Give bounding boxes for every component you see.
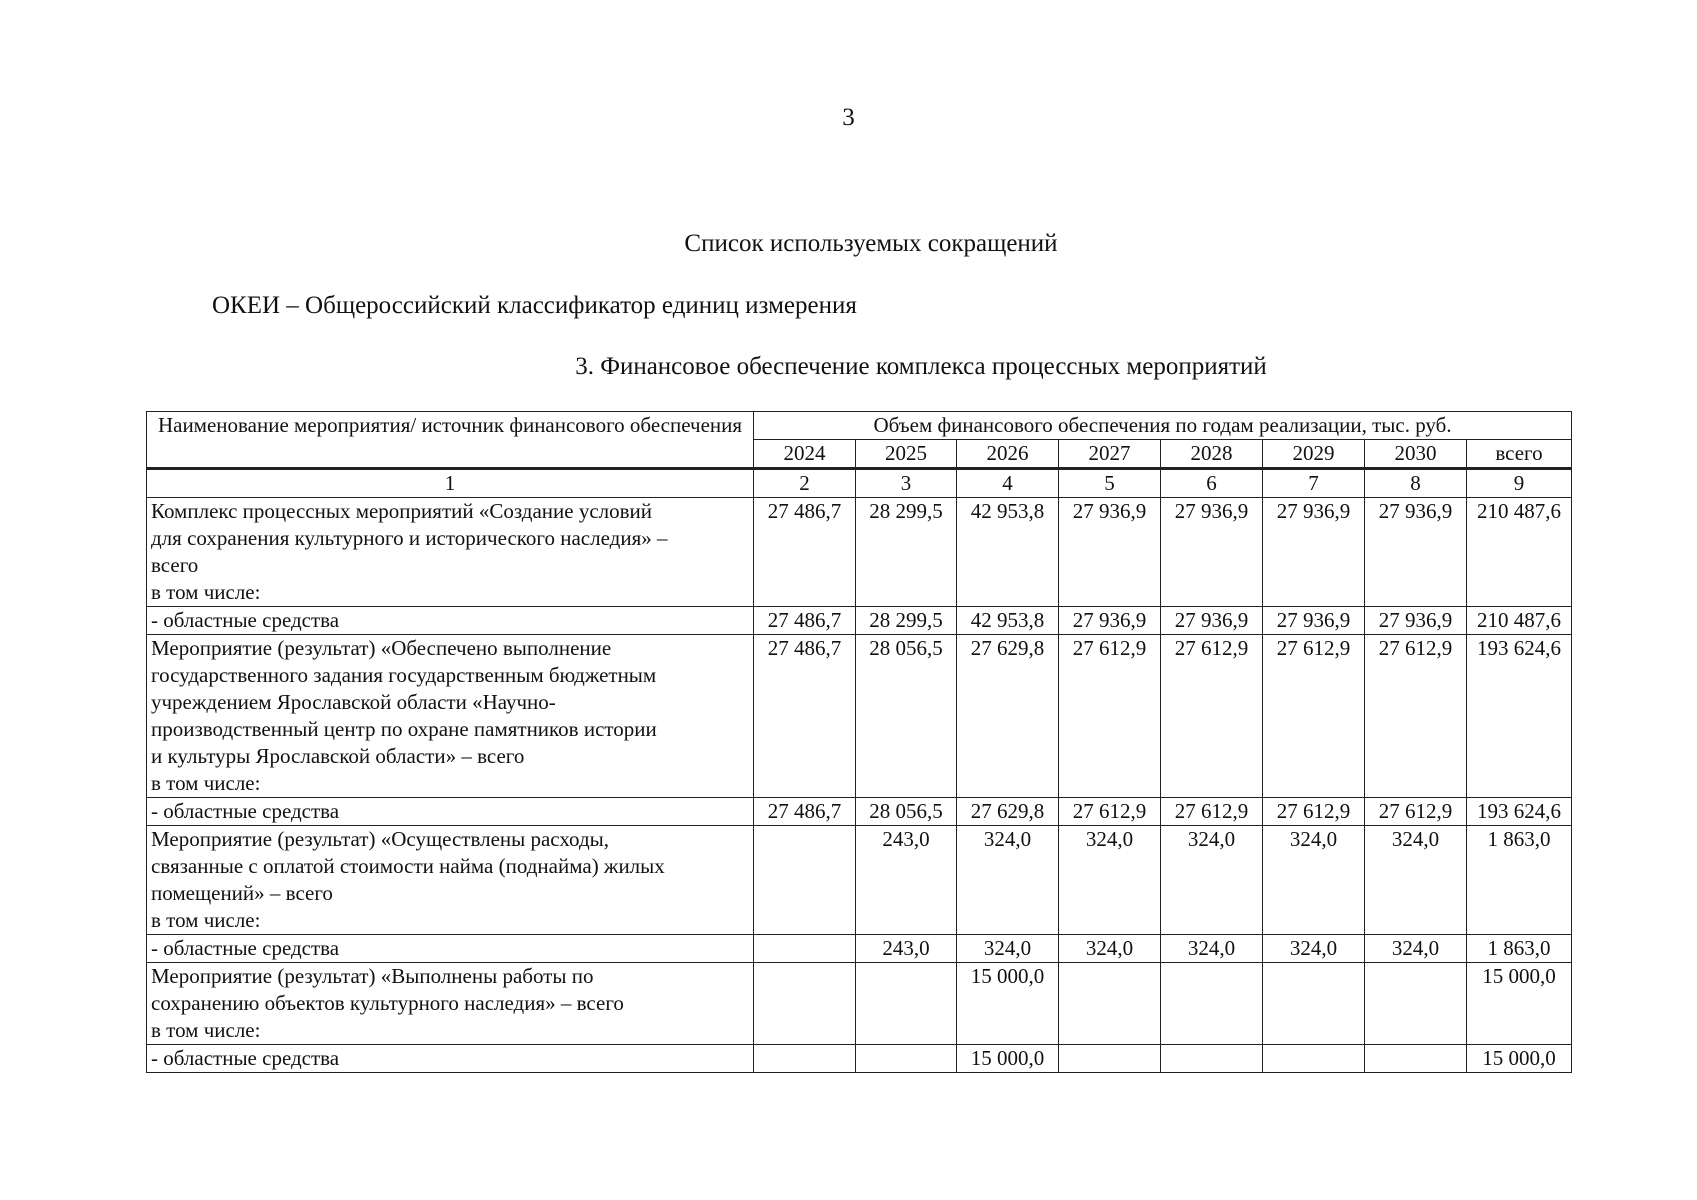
row-total-cell: 1 863,0 <box>1467 935 1572 963</box>
section-title: 3. Финансовое обеспечение комплекса процессных мероприятий <box>575 353 1267 380</box>
row-name-line: в том числе: <box>151 771 261 795</box>
row-value-cell: 28 299,5 <box>856 498 957 607</box>
column-number: 7 <box>1263 469 1365 498</box>
year-header: 2029 <box>1263 440 1365 469</box>
table-row <box>147 498 1572 607</box>
row-name-line: - областные средства <box>151 799 340 823</box>
row-value-cell <box>1263 963 1365 1045</box>
row-total-cell: 193 624,6 <box>1467 635 1572 798</box>
row-value-cell: 27 936,9 <box>1365 498 1467 607</box>
row-value-cell: 27 612,9 <box>1263 798 1365 826</box>
row-name-line: государственного задания государственным бюджетным <box>151 663 657 687</box>
row-value-cell <box>856 963 957 1045</box>
row-value-cell: 27 612,9 <box>1365 798 1467 826</box>
row-value-cell: 324,0 <box>1365 826 1467 935</box>
row-value-cell <box>1161 1045 1263 1073</box>
table-row <box>147 963 1572 1045</box>
row-value-cell: 324,0 <box>1365 935 1467 963</box>
row-value-cell: 42 953,8 <box>957 498 1059 607</box>
row-value-cell <box>1365 963 1467 1045</box>
column-number: 9 <box>1467 469 1572 498</box>
row-total-cell: 210 487,6 <box>1467 498 1572 607</box>
row-total-cell: 1 863,0 <box>1467 826 1572 935</box>
header-row <box>147 412 1572 440</box>
year-header: 2028 <box>1161 440 1263 469</box>
column-number: 5 <box>1059 469 1161 498</box>
table-row <box>147 798 1572 826</box>
column-number: 4 <box>957 469 1059 498</box>
row-name-line: для сохранения культурного и исторического наследия» – <box>151 526 668 550</box>
year-header: 2026 <box>957 440 1059 469</box>
header-volume-cell: Объем финансового обеспечения по годам реализации, тыс. руб. <box>754 412 1572 440</box>
row-value-cell: 42 953,8 <box>957 607 1059 635</box>
row-value-cell: 27 936,9 <box>1059 498 1161 607</box>
column-numbers-row <box>147 469 1572 498</box>
year-header: 2024 <box>754 440 856 469</box>
row-value-cell <box>754 935 856 963</box>
row-value-cell: 27 612,9 <box>1365 635 1467 798</box>
row-name-line: - областные средства <box>151 936 340 960</box>
row-value-cell <box>1059 963 1161 1045</box>
row-name-cell <box>147 935 754 963</box>
row-value-cell: 15 000,0 <box>957 963 1059 1045</box>
row-value-cell: 324,0 <box>1161 935 1263 963</box>
row-value-cell: 28 299,5 <box>856 607 957 635</box>
year-header: 2025 <box>856 440 957 469</box>
column-number: 8 <box>1365 469 1467 498</box>
row-value-cell: 27 612,9 <box>1161 798 1263 826</box>
column-number: 2 <box>754 469 856 498</box>
row-name-cell <box>147 826 754 935</box>
row-value-cell: 15 000,0 <box>957 1045 1059 1073</box>
row-name-cell <box>147 607 754 635</box>
row-value-cell: 324,0 <box>1161 826 1263 935</box>
row-value-cell: 27 629,8 <box>957 635 1059 798</box>
row-name-line: Мероприятие (результат) «Осуществлены расходы, <box>151 827 609 851</box>
column-number: 6 <box>1161 469 1263 498</box>
row-value-cell: 27 612,9 <box>1059 798 1161 826</box>
row-value-cell: 27 612,9 <box>1161 635 1263 798</box>
row-name-line: в том числе: <box>151 1018 261 1042</box>
row-name-line: Мероприятие (результат) «Выполнены работы по <box>151 964 594 988</box>
row-value-cell: 27 486,7 <box>754 635 856 798</box>
row-name-line: - областные средства <box>151 608 340 632</box>
column-number: 3 <box>856 469 957 498</box>
row-value-cell: 28 056,5 <box>856 798 957 826</box>
row-name-cell <box>147 798 754 826</box>
row-value-cell <box>1059 1045 1161 1073</box>
row-value-cell: 27 486,7 <box>754 798 856 826</box>
financing-table <box>146 411 1572 1073</box>
row-value-cell <box>754 963 856 1045</box>
row-value-cell: 27 486,7 <box>754 498 856 607</box>
row-total-cell: 210 487,6 <box>1467 607 1572 635</box>
table-row <box>147 935 1572 963</box>
row-name-line: помещений» – всего <box>151 881 333 905</box>
row-value-cell: 324,0 <box>957 826 1059 935</box>
row-name-line: и культуры Ярославской области» – всего <box>151 744 525 768</box>
row-name-line: в том числе: <box>151 908 261 932</box>
row-value-cell: 243,0 <box>856 935 957 963</box>
row-total-cell: 15 000,0 <box>1467 1045 1572 1073</box>
total-header: всего <box>1467 440 1572 469</box>
row-name-cell <box>147 1045 754 1073</box>
row-value-cell <box>1365 1045 1467 1073</box>
table-row <box>147 1045 1572 1073</box>
abbreviations-heading: Список используемых сокращений <box>684 230 1058 257</box>
row-name-line: в том числе: <box>151 580 261 604</box>
row-value-cell <box>1263 1045 1365 1073</box>
header-name-cell: Наименование мероприятия/ источник финансового обеспечения <box>147 412 754 469</box>
page-number: 3 <box>842 104 855 131</box>
row-value-cell: 324,0 <box>1059 935 1161 963</box>
row-value-cell: 27 936,9 <box>1059 607 1161 635</box>
row-name-line: производственный центр по охране памятников истории <box>151 717 657 741</box>
row-value-cell: 324,0 <box>1059 826 1161 935</box>
row-name-cell <box>147 498 754 607</box>
row-value-cell: 27 936,9 <box>1263 607 1365 635</box>
year-header: 2027 <box>1059 440 1161 469</box>
table-row <box>147 826 1572 935</box>
table-row <box>147 607 1572 635</box>
row-value-cell: 27 612,9 <box>1059 635 1161 798</box>
row-value-cell: 27 936,9 <box>1161 498 1263 607</box>
row-name-line: всего <box>151 553 199 577</box>
row-value-cell: 324,0 <box>1263 826 1365 935</box>
row-value-cell: 27 936,9 <box>1161 607 1263 635</box>
row-name-line: Мероприятие (результат) «Обеспечено выполнение <box>151 636 612 660</box>
row-name-line: связанные с оплатой стоимости найма (поднайма) жилых <box>151 854 665 878</box>
row-value-cell <box>1161 963 1263 1045</box>
row-value-cell <box>754 826 856 935</box>
row-value-cell: 27 612,9 <box>1263 635 1365 798</box>
row-value-cell <box>754 1045 856 1073</box>
table-row <box>147 635 1572 798</box>
row-name-line: учреждением Ярославской области «Научно- <box>151 690 556 714</box>
row-value-cell: 28 056,5 <box>856 635 957 798</box>
row-total-cell: 15 000,0 <box>1467 963 1572 1045</box>
row-name-line: - областные средства <box>151 1046 340 1070</box>
row-value-cell <box>856 1045 957 1073</box>
row-name-cell <box>147 963 754 1045</box>
abbreviation-okei: ОКЕИ – Общероссийский классификатор единиц измерения <box>212 292 857 319</box>
row-name-cell <box>147 635 754 798</box>
row-value-cell: 27 486,7 <box>754 607 856 635</box>
row-value-cell: 324,0 <box>1263 935 1365 963</box>
column-number: 1 <box>147 469 754 498</box>
row-value-cell: 27 936,9 <box>1365 607 1467 635</box>
row-value-cell: 324,0 <box>957 935 1059 963</box>
year-header: 2030 <box>1365 440 1467 469</box>
row-value-cell: 243,0 <box>856 826 957 935</box>
row-total-cell: 193 624,6 <box>1467 798 1572 826</box>
row-value-cell: 27 936,9 <box>1263 498 1365 607</box>
row-name-line: Комплекс процессных мероприятий «Создание условий <box>151 499 653 523</box>
row-value-cell: 27 629,8 <box>957 798 1059 826</box>
row-name-line: сохранению объектов культурного наследия» – всего <box>151 991 624 1015</box>
